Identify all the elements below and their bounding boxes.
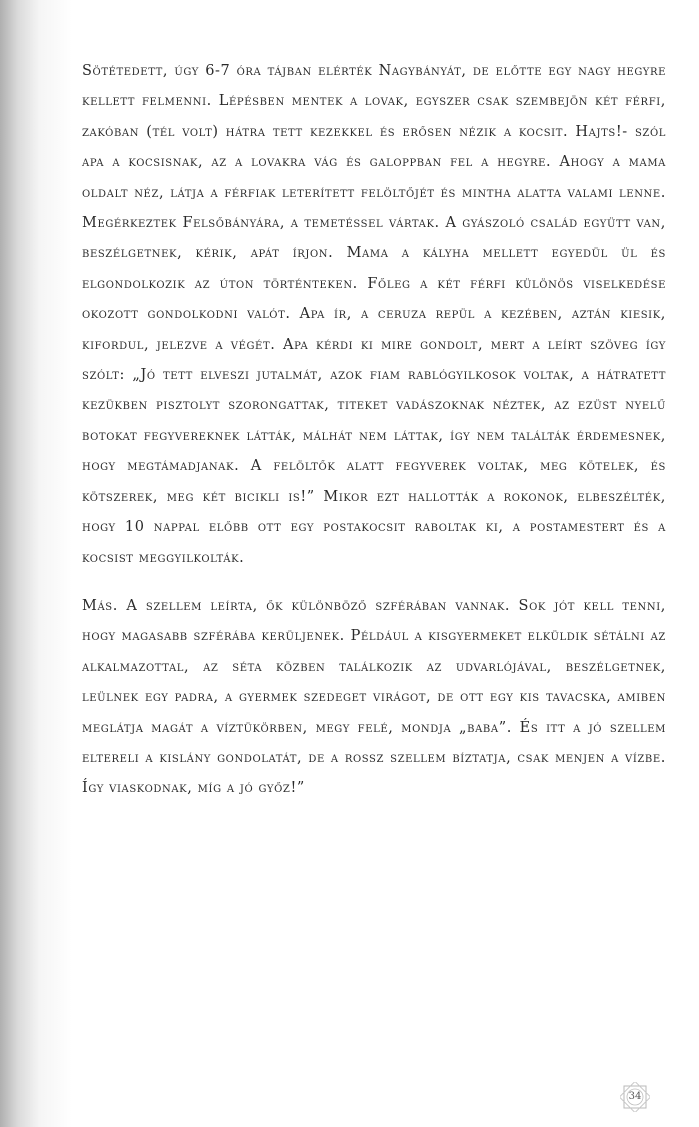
paragraph-2: Más. A szellem leírta, ők különböző szférában vannak. Sok jót kell tenni, hogy magasabb szférába kerüljenek. Például a kisgyermeket elküldik sétálni az alkalmazottal, az séta közben találkozik az udvarlójával, beszélgetnek, leülnek egy padra, a gyermek szedeget virágot, de ott egy kis tavacska, amiben meglátja magát a víztükörben, megy felé, mondja „baba”. És itt a jó szellem eltereli a kislány gondolatát, de a rossz szellem bíztatja, csak menjen a vízbe. Így viaskodnak, míg a jó győz!” xyxy=(82,597,666,797)
body-text xyxy=(82,56,666,804)
page-number: 34 xyxy=(628,1091,642,1102)
binding-gutter-shadow xyxy=(0,0,72,1127)
paragraph-1: Sötétedett, úgy 6-7 óra tájban elérték Nagybányát, de előtte egy nagy hegyre kellett felmenni. Lépésben mentek a lovak, egyszer csak szembejön két férfi, zakóban (tél volt) hátra tett kezekkel és erősen nézik a kocsit. Hajts!- szól apa a kocsisnak, az a lovakra vág és galoppban fel a hegyre. Ahogy a mama oldalt néz, látja a férfiak leterített felöltőjét és mintha alatta valami lenne. Megérkeztek Felsőbányára, a temetéssel vártak. A gyászoló család együtt van, beszélgetnek, kérik, apát írjon. Mama a kályha mellett egyedül ül és elgondolkozik az úton történteken. Főleg a két férfi különös viselkedése okozott gondolkodni valót. Apa ír, a ceruza repül a kezében, aztán kiesik, kifordul, jelezve a végét. Apa kérdi ki mire gondolt, mert a leírt szöveg így szólt: „Jó tett elveszi jutalmát, azok fiam rablógyilkosok voltak, a hátratett kezükben pisztolyt szorongattak, titeket vadászoknak néztek, az ezüst nyelű botokat fegyvereknek látták, málhát nem láttak, így nem találták érdemesnek, hogy megtámadjanak. A felöltők alatt fegyverek voltak, meg kötelek, és kötszerek, meg két bicikli is!” Mikor ezt hallották a rokonok, elbeszélték, hogy 10 nappal előbb ott egy postakocsit raboltak ki, a postamestert és a kocsist meggyilkolták. xyxy=(82,63,666,566)
page-number-badge xyxy=(620,1082,650,1112)
